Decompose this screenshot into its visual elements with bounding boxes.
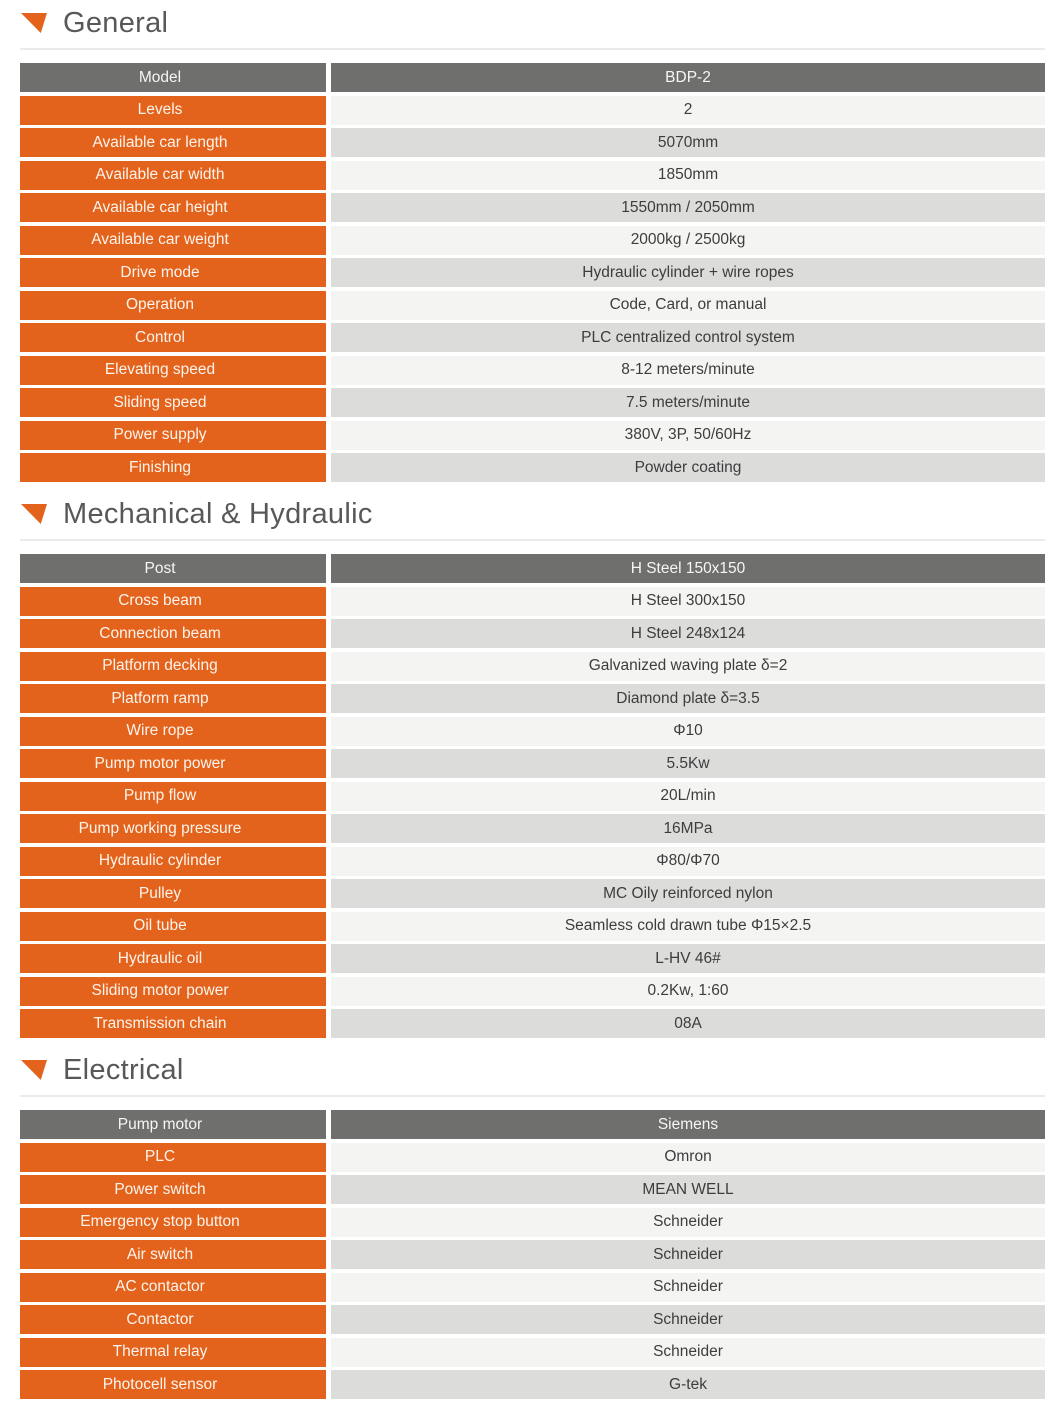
section-header — [20, 1051, 1045, 1095]
row-label: Thermal relay — [20, 1338, 326, 1367]
row-label: Contactor — [20, 1305, 326, 1334]
row-label: Platform decking — [20, 652, 326, 681]
table-row — [20, 356, 1045, 385]
row-label: Cross beam — [20, 587, 326, 616]
table-row — [20, 1143, 1045, 1172]
table-row — [20, 128, 1045, 157]
row-label: Wire rope — [20, 717, 326, 746]
row-value: 08A — [331, 1009, 1045, 1038]
row-value: 7.5 meters/minute — [331, 388, 1045, 417]
table-row — [20, 879, 1045, 908]
table-row — [20, 814, 1045, 843]
table-row — [20, 1208, 1045, 1237]
corner-triangle-icon — [21, 504, 47, 524]
row-value: H Steel 150x150 — [331, 554, 1045, 583]
row-label: Post — [20, 554, 326, 583]
table-row — [20, 977, 1045, 1006]
section-title: Mechanical & Hydraulic — [63, 498, 373, 530]
row-label: Drive mode — [20, 258, 326, 287]
table-row — [20, 619, 1045, 648]
table-row — [20, 421, 1045, 450]
section-electrical — [20, 1051, 1045, 1399]
row-label: Available car weight — [20, 226, 326, 255]
table-row — [20, 587, 1045, 616]
row-value: H Steel 300x150 — [331, 587, 1045, 616]
table-row — [20, 388, 1045, 417]
row-value: MC Oily reinforced nylon — [331, 879, 1045, 908]
table-row — [20, 1305, 1045, 1334]
row-label: AC contactor — [20, 1273, 326, 1302]
row-label: Pulley — [20, 879, 326, 908]
row-label: Pump working pressure — [20, 814, 326, 843]
row-value: 0.2Kw, 1:60 — [331, 977, 1045, 1006]
table-row — [20, 944, 1045, 973]
row-label: Hydraulic cylinder — [20, 847, 326, 876]
row-value: 1850mm — [331, 161, 1045, 190]
table-row — [20, 1009, 1045, 1038]
row-label: Sliding motor power — [20, 977, 326, 1006]
table-row — [20, 782, 1045, 811]
section-title: Electrical — [63, 1054, 184, 1086]
table-row — [20, 161, 1045, 190]
row-value: H Steel 248x124 — [331, 619, 1045, 648]
table-row — [20, 1175, 1045, 1204]
row-label: Platform ramp — [20, 684, 326, 713]
row-value: Φ80/Φ70 — [331, 847, 1045, 876]
row-value: Schneider — [331, 1208, 1045, 1237]
row-label: Available car height — [20, 193, 326, 222]
row-value: Seamless cold drawn tube Φ15×2.5 — [331, 912, 1045, 941]
row-label: Finishing — [20, 453, 326, 482]
section-divider — [20, 48, 1045, 50]
row-label: Air switch — [20, 1240, 326, 1269]
row-label: Available car width — [20, 161, 326, 190]
section-title: General — [63, 7, 169, 39]
table-row — [20, 258, 1045, 287]
row-value: Galvanized waving plate δ=2 — [331, 652, 1045, 681]
row-label: Pump motor — [20, 1110, 326, 1139]
row-value: Siemens — [331, 1110, 1045, 1139]
table-row — [20, 912, 1045, 941]
table-row — [20, 226, 1045, 255]
row-value: 5070mm — [331, 128, 1045, 157]
table-row — [20, 717, 1045, 746]
table-row — [20, 1338, 1045, 1367]
row-value: 2 — [331, 96, 1045, 125]
section-header — [20, 4, 1045, 48]
row-label: Power switch — [20, 1175, 326, 1204]
table-row — [20, 847, 1045, 876]
row-label: Sliding speed — [20, 388, 326, 417]
row-label: PLC — [20, 1143, 326, 1172]
row-value: Powder coating — [331, 453, 1045, 482]
row-value: Schneider — [331, 1338, 1045, 1367]
table-header-row — [20, 1110, 1045, 1139]
table-row — [20, 1370, 1045, 1399]
table-row — [20, 96, 1045, 125]
row-value: 5.5Kw — [331, 749, 1045, 778]
section-divider — [20, 1095, 1045, 1097]
section-header — [20, 495, 1045, 539]
spec-table — [20, 63, 1045, 482]
table-row — [20, 1273, 1045, 1302]
row-value: 8-12 meters/minute — [331, 356, 1045, 385]
table-row — [20, 193, 1045, 222]
row-label: Oil tube — [20, 912, 326, 941]
row-label: Pump flow — [20, 782, 326, 811]
row-value: BDP-2 — [331, 63, 1045, 92]
row-label: Transmission chain — [20, 1009, 326, 1038]
table-row — [20, 684, 1045, 713]
row-label: Power supply — [20, 421, 326, 450]
table-row — [20, 291, 1045, 320]
spec-table — [20, 1110, 1045, 1399]
row-value: Omron — [331, 1143, 1045, 1172]
table-row — [20, 1240, 1045, 1269]
table-header-row — [20, 554, 1045, 583]
table-row — [20, 749, 1045, 778]
row-label: Model — [20, 63, 326, 92]
row-value: 380V, 3P, 50/60Hz — [331, 421, 1045, 450]
table-row — [20, 652, 1045, 681]
row-value: PLC centralized control system — [331, 323, 1045, 352]
row-value: 1550mm / 2050mm — [331, 193, 1045, 222]
section-general — [20, 4, 1045, 482]
table-row — [20, 453, 1045, 482]
row-label: Pump motor power — [20, 749, 326, 778]
row-label: Available car length — [20, 128, 326, 157]
row-value: Schneider — [331, 1305, 1045, 1334]
row-value: L-HV 46# — [331, 944, 1045, 973]
section-mechanical-hydraulic — [20, 495, 1045, 1038]
row-label: Control — [20, 323, 326, 352]
row-value: Hydraulic cylinder + wire ropes — [331, 258, 1045, 287]
row-value: Φ10 — [331, 717, 1045, 746]
row-value: 20L/min — [331, 782, 1045, 811]
corner-triangle-icon — [21, 1060, 47, 1080]
table-header-row — [20, 63, 1045, 92]
row-value: 2000kg / 2500kg — [331, 226, 1045, 255]
row-label: Elevating speed — [20, 356, 326, 385]
spec-table — [20, 554, 1045, 1038]
corner-triangle-icon — [21, 13, 47, 33]
row-label: Operation — [20, 291, 326, 320]
row-label: Hydraulic oil — [20, 944, 326, 973]
row-value: Schneider — [331, 1273, 1045, 1302]
table-row — [20, 323, 1045, 352]
row-label: Emergency stop button — [20, 1208, 326, 1237]
row-value: 16MPa — [331, 814, 1045, 843]
row-label: Connection beam — [20, 619, 326, 648]
row-value: G-tek — [331, 1370, 1045, 1399]
row-value: Schneider — [331, 1240, 1045, 1269]
row-label: Levels — [20, 96, 326, 125]
section-divider — [20, 539, 1045, 541]
row-label: Photocell sensor — [20, 1370, 326, 1399]
row-value: MEAN WELL — [331, 1175, 1045, 1204]
row-value: Diamond plate δ=3.5 — [331, 684, 1045, 713]
row-value: Code, Card, or manual — [331, 291, 1045, 320]
